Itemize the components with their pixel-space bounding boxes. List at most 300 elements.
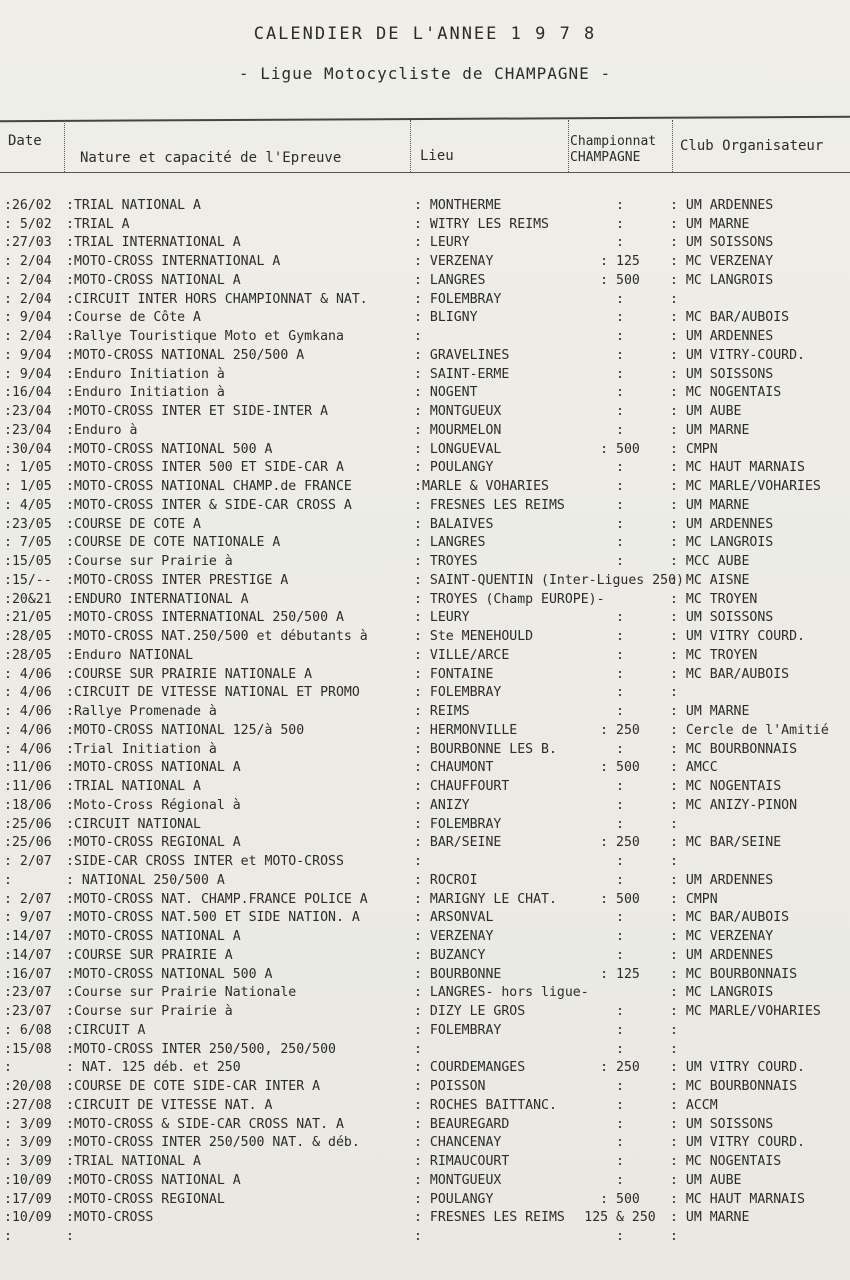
- row-championnat: : 250: [600, 722, 640, 738]
- row-club: : UM ARDENNES: [670, 947, 774, 963]
- row-club: : UM SOISSONS: [670, 1116, 774, 1132]
- header-bottom-rule: [0, 172, 850, 173]
- row-lieu: : HERMONVILLE: [414, 722, 518, 738]
- row-date: :20&21: [4, 591, 52, 607]
- row-epreuve: :MOTO-CROSS INTER ET SIDE-INTER A: [66, 404, 329, 419]
- row-epreuve: :MOTO-CROSS NATIONAL 500 A: [66, 441, 273, 457]
- row-club: :: [670, 291, 678, 307]
- row-epreuve: :MOTO-CROSS NATIONAL 250/500 A: [66, 347, 305, 363]
- row-club: : MC AISNE: [670, 572, 750, 588]
- row-club: : MC LANGROIS: [670, 985, 774, 1001]
- row-epreuve: :MOTO-CROSS NATIONAL A: [66, 1172, 241, 1188]
- row-championnat: :: [616, 1097, 624, 1113]
- row-date: :28/05: [4, 629, 52, 644]
- row-date: :20/08: [4, 1079, 52, 1094]
- row-championnat: :: [616, 854, 624, 869]
- row-championnat: :: [616, 1022, 624, 1038]
- row-club: : MC NOGENTAIS: [670, 779, 782, 794]
- row-championnat: :: [616, 816, 624, 832]
- row-championnat: :: [616, 647, 624, 663]
- table-row: [0, 197, 850, 216]
- row-lieu: : FRESNES LES REIMS: [414, 497, 565, 513]
- row-championnat: :: [616, 366, 624, 382]
- row-epreuve: :COURSE SUR PRAIRIE A: [66, 947, 233, 963]
- row-lieu: : MONTGUEUX: [414, 404, 502, 419]
- row-championnat: : 500: [600, 272, 640, 288]
- table-row: [0, 1209, 850, 1228]
- row-epreuve: :TRIAL NATIONAL A: [66, 197, 201, 213]
- row-date: :23/07: [4, 1004, 52, 1019]
- row-club: :: [670, 1229, 678, 1244]
- table-row: [0, 722, 850, 741]
- row-championnat: :: [616, 610, 624, 626]
- table-row: [0, 1228, 850, 1247]
- row-lieu: :: [414, 1041, 422, 1057]
- row-lieu: :: [414, 1229, 422, 1244]
- row-date: :27/08: [4, 1097, 52, 1113]
- row-lieu: : FOLEMBRAY: [414, 816, 502, 832]
- row-club: : MC BAR/SEINE: [670, 835, 782, 851]
- row-lieu: : Ste MENEHOULD: [414, 629, 534, 644]
- row-lieu: : POULANGY: [414, 1191, 494, 1207]
- row-epreuve: :Enduro NATIONAL: [66, 647, 194, 663]
- row-date: : 3/09: [4, 1135, 52, 1151]
- row-lieu: :: [414, 854, 422, 869]
- table-row: [0, 384, 850, 403]
- row-club: :: [670, 1041, 678, 1057]
- table-row: [0, 216, 850, 235]
- row-club: : MC LANGROIS: [670, 272, 774, 288]
- row-club: : UM VITRY COURD.: [670, 1060, 805, 1076]
- row-date: :15/05: [4, 554, 52, 569]
- row-club: :: [670, 854, 678, 869]
- row-championnat: : 500: [600, 760, 640, 776]
- row-epreuve: :ENDURO INTERNATIONAL A: [66, 591, 249, 607]
- row-epreuve: :MOTO-CROSS NATIONAL 125/à 500: [66, 722, 305, 738]
- table-row: [0, 684, 850, 703]
- row-date: :23/04: [4, 422, 52, 438]
- row-epreuve: :MOTO-CROSS NAT. CHAMP.FRANCE POLICE A: [66, 891, 368, 907]
- table-row: [0, 909, 850, 928]
- row-date: :28/05: [4, 647, 52, 663]
- row-lieu: : WITRY LES REIMS: [414, 216, 549, 232]
- row-championnat: :: [616, 629, 624, 644]
- table-row: [0, 1153, 850, 1172]
- row-club: :: [670, 685, 678, 701]
- table-row: [0, 984, 850, 1003]
- row-epreuve: :MOTO-CROSS INTER 500 ET SIDE-CAR A: [66, 460, 344, 476]
- row-epreuve: :MOTO-CROSS INTERNATIONAL A: [66, 254, 281, 269]
- row-epreuve: :MOTO-CROSS INTER 250/500, 250/500: [66, 1041, 336, 1057]
- row-lieu: : NOGENT: [414, 385, 478, 401]
- row-championnat: :: [616, 347, 624, 363]
- row-championnat: : 500: [600, 891, 640, 907]
- row-club: : MC BOURBONNAIS: [670, 966, 798, 982]
- row-date: :16/07: [4, 966, 52, 982]
- row-lieu: : BALAIVES: [414, 516, 494, 532]
- row-club: : Cercle de l'Amitié: [670, 722, 829, 738]
- table-row: [0, 947, 850, 966]
- row-club: : MC VERZENAY: [670, 929, 774, 944]
- row-date: :: [4, 1229, 12, 1244]
- row-club: : UM SOISSONS: [670, 366, 774, 382]
- table-row: [0, 1172, 850, 1191]
- table-row: [0, 534, 850, 553]
- table-row: [0, 328, 850, 347]
- row-club: : UM ARDENNES: [670, 329, 774, 344]
- row-championnat: :: [616, 910, 624, 926]
- row-lieu: : BOURBONNE: [414, 966, 502, 982]
- row-date: :11/06: [4, 779, 52, 794]
- row-date: : 9/04: [4, 310, 52, 326]
- row-club: : MC BOURBONNAIS: [670, 741, 798, 757]
- header-divider: [64, 120, 65, 172]
- row-epreuve: :CIRCUIT INTER HORS CHAMPIONNAT & NAT.: [66, 291, 368, 307]
- row-championnat: :: [616, 1135, 624, 1151]
- row-epreuve: :Rallye Promenade à: [66, 704, 217, 719]
- row-championnat: :: [616, 497, 624, 513]
- row-club: : UM MARNE: [670, 704, 750, 719]
- table-row: [0, 1022, 850, 1041]
- row-championnat: :: [616, 329, 624, 344]
- header-date: Date: [8, 133, 42, 149]
- row-epreuve: :MOTO-CROSS NATIONAL 500 A: [66, 966, 273, 982]
- row-club: : MC BAR/AUBOIS: [670, 666, 790, 682]
- row-championnat: : 500: [600, 441, 640, 457]
- row-lieu: : BUZANCY: [414, 947, 486, 963]
- table-row: [0, 1059, 850, 1078]
- row-date: : 4/06: [4, 741, 52, 757]
- table-row: [0, 966, 850, 985]
- row-date: :10/09: [4, 1172, 52, 1188]
- row-club: :: [670, 816, 678, 832]
- table-row: [0, 591, 850, 610]
- row-date: :15/08: [4, 1041, 52, 1057]
- row-lieu: : REIMS: [414, 704, 470, 719]
- row-lieu: : VERZENAY: [414, 254, 494, 269]
- row-date: : 7/05: [4, 535, 52, 551]
- row-epreuve: : NAT. 125 déb. et 250: [66, 1060, 241, 1076]
- row-lieu: : GRAVELINES: [414, 347, 510, 363]
- row-club: : MC ANIZY-PINON: [670, 797, 798, 813]
- row-date: :23/05: [4, 516, 52, 532]
- table-row: [0, 309, 850, 328]
- row-epreuve: :COURSE DE COTE NATIONALE A: [66, 535, 281, 551]
- table-row: [0, 853, 850, 872]
- table-row: [0, 609, 850, 628]
- row-date: : 2/04: [4, 272, 52, 288]
- row-club: :: [670, 1022, 678, 1038]
- row-club: : AMCC: [670, 760, 718, 776]
- row-championnat: :: [616, 1116, 624, 1132]
- row-date: : 9/04: [4, 366, 52, 382]
- row-lieu: : LANGRES- hors ligue-: [414, 985, 589, 1001]
- row-date: : 4/06: [4, 666, 52, 682]
- row-lieu: : VERZENAY: [414, 929, 494, 944]
- row-club: : CMPN: [670, 441, 718, 457]
- row-championnat: :: [616, 235, 624, 251]
- row-epreuve: :MOTO-CROSS NATIONAL CHAMP.de FRANCE: [66, 479, 352, 494]
- header-divider: [410, 120, 411, 172]
- row-date: : 1/05: [4, 460, 52, 476]
- row-championnat: :: [616, 535, 624, 551]
- row-club: : ACCM: [670, 1097, 718, 1113]
- row-championnat: 125 & 250: [584, 1210, 656, 1226]
- row-epreuve: :CIRCUIT NATIONAL: [66, 816, 201, 832]
- row-epreuve: :Rallye Touristique Moto et Gymkana: [66, 329, 344, 344]
- row-championnat: :: [616, 216, 624, 232]
- table-row: [0, 178, 850, 197]
- row-date: :: [4, 872, 12, 888]
- row-championnat: :: [616, 666, 624, 682]
- row-club: : UM AUBE: [670, 404, 742, 419]
- row-club: : UM VITRY-COURD.: [670, 347, 805, 363]
- row-club: : UM MARNE: [670, 216, 750, 232]
- table-row: [0, 553, 850, 572]
- table-row: [0, 347, 850, 366]
- row-date: : 2/07: [4, 854, 52, 869]
- table-row: [0, 816, 850, 835]
- row-date: : 2/07: [4, 891, 52, 907]
- row-lieu: : CHANCENAY: [414, 1135, 502, 1151]
- row-championnat: : 500: [600, 1191, 640, 1207]
- header-divider: [568, 120, 569, 172]
- row-epreuve: :MOTO-CROSS INTER & SIDE-CAR CROSS A: [66, 497, 352, 513]
- row-lieu: : MARIGNY LE CHAT.: [414, 891, 557, 907]
- row-championnat: :: [616, 797, 624, 813]
- document-subtitle: - Ligue Motocycliste de CHAMPAGNE -: [238, 64, 612, 83]
- row-lieu: : ROCROI: [414, 872, 478, 888]
- row-lieu: : LANGRES: [414, 535, 486, 551]
- table-row: [0, 759, 850, 778]
- table-row: [0, 572, 850, 591]
- row-lieu: : POISSON: [414, 1079, 486, 1094]
- row-club: : MC HAUT MARNAIS: [670, 460, 805, 476]
- row-championnat: :: [616, 1004, 624, 1019]
- row-epreuve: :COURSE SUR PRAIRIE NATIONALE A: [66, 666, 313, 682]
- row-epreuve: :MOTO-CROSS NAT.250/500 et débutants à: [66, 629, 368, 644]
- row-epreuve: :Moto-Cross Régional à: [66, 797, 241, 813]
- row-date: :23/04: [4, 404, 52, 419]
- row-club: : MC TROYEN: [670, 591, 758, 607]
- row-championnat: :: [616, 385, 624, 401]
- row-date: :10/09: [4, 1210, 52, 1226]
- row-club: : MC NOGENTAIS: [670, 1154, 782, 1169]
- row-championnat: :: [616, 779, 624, 794]
- row-lieu: : FOLEMBRAY: [414, 1022, 502, 1038]
- row-epreuve: :TRIAL NATIONAL A: [66, 1154, 201, 1169]
- table-row: [0, 1003, 850, 1022]
- row-championnat: :: [616, 1229, 624, 1244]
- table-row: [0, 272, 850, 291]
- row-club: : MC LANGROIS: [670, 535, 774, 551]
- row-lieu: : VILLE/ARCE: [414, 647, 510, 663]
- row-lieu: : ROCHES BAITTANC.: [414, 1097, 557, 1113]
- row-championnat: :: [616, 704, 624, 719]
- row-date: : 4/05: [4, 497, 52, 513]
- row-lieu: :MARLE & VOHARIES: [414, 479, 549, 494]
- table-row: [0, 1078, 850, 1097]
- row-championnat: : 125: [600, 254, 640, 269]
- table-row: [0, 403, 850, 422]
- row-lieu: : BOURBONNE LES B.: [414, 741, 557, 757]
- row-date: : 4/06: [4, 685, 52, 701]
- row-lieu: : CHAUMONT: [414, 760, 494, 776]
- row-club: : UM ARDENNES: [670, 872, 774, 888]
- row-epreuve: :MOTO-CROSS: [66, 1210, 154, 1226]
- row-lieu: : FOLEMBRAY: [414, 291, 502, 307]
- row-date: :27/03: [4, 235, 52, 251]
- row-epreuve: :Course sur Prairie à: [66, 554, 233, 569]
- row-epreuve: :CIRCUIT DE VITESSE NATIONAL ET PROMO: [66, 685, 360, 701]
- row-club: : UM VITRY COURD.: [670, 1135, 805, 1151]
- row-epreuve: :Enduro à: [66, 422, 138, 438]
- row-championnat: :: [616, 516, 624, 532]
- row-date: : 4/06: [4, 722, 52, 738]
- table-row: [0, 459, 850, 478]
- table-row: [0, 797, 850, 816]
- row-date: : 9/04: [4, 347, 52, 363]
- row-date: : 1/05: [4, 479, 52, 494]
- row-date: :26/02: [4, 197, 52, 213]
- row-epreuve: :Course de Côte A: [66, 310, 201, 326]
- row-date: : 4/06: [4, 704, 52, 719]
- row-date: : 2/04: [4, 329, 52, 344]
- row-lieu: : SAINT-QUENTIN (Inter-Ligues 250): [414, 572, 684, 588]
- row-championnat: :: [616, 1079, 624, 1094]
- table-row: [0, 872, 850, 891]
- row-epreuve: :MOTO-CROSS REGIONAL A: [66, 835, 241, 851]
- row-lieu: : DIZY LE GROS: [414, 1004, 526, 1019]
- row-championnat: : 250: [600, 835, 640, 851]
- table-row: [0, 647, 850, 666]
- row-date: :11/06: [4, 760, 52, 776]
- row-epreuve: :MOTO-CROSS NATIONAL A: [66, 272, 241, 288]
- row-lieu: : COURDEMANGES: [414, 1060, 526, 1076]
- row-lieu: : CHAUFFOURT: [414, 779, 510, 794]
- table-row: [0, 1191, 850, 1210]
- header-top-rule: [0, 116, 850, 122]
- row-club: : UM MARNE: [670, 497, 750, 513]
- row-lieu: :: [414, 329, 422, 344]
- row-lieu: : MONTGUEUX: [414, 1172, 502, 1188]
- row-championnat: :: [616, 291, 624, 307]
- table-row: [0, 497, 850, 516]
- table-row: [0, 366, 850, 385]
- row-lieu: : FRESNES LES REIMS: [414, 1210, 565, 1226]
- table-row: [0, 478, 850, 497]
- row-championnat: :: [616, 1172, 624, 1188]
- row-date: : 2/04: [4, 254, 52, 269]
- row-lieu: : BLIGNY: [414, 310, 478, 326]
- row-club: : UM VITRY COURD.: [670, 629, 805, 644]
- table-row: [0, 441, 850, 460]
- row-championnat: :: [616, 404, 624, 419]
- row-championnat: :: [616, 872, 624, 888]
- table-row: [0, 628, 850, 647]
- row-epreuve: :Trial Initiation à: [66, 741, 217, 757]
- row-lieu: : LONGUEVAL: [414, 441, 502, 457]
- row-epreuve: :Course sur Prairie à: [66, 1004, 233, 1019]
- row-lieu: : POULANGY: [414, 460, 494, 476]
- table-row: [0, 703, 850, 722]
- row-date: :16/04: [4, 385, 52, 401]
- calendar-table: [0, 178, 850, 1247]
- row-club: : MC NOGENTAIS: [670, 385, 782, 401]
- row-epreuve: :TRIAL NATIONAL A: [66, 779, 201, 794]
- row-epreuve: :MOTO-CROSS & SIDE-CAR CROSS NAT. A: [66, 1116, 344, 1132]
- table-row: [0, 516, 850, 535]
- table-row: [0, 1041, 850, 1060]
- table-row: [0, 234, 850, 253]
- table-row: [0, 778, 850, 797]
- header-championnat: Championnat CHAMPAGNE: [570, 134, 657, 165]
- row-club: : MC BAR/AUBOIS: [670, 310, 790, 326]
- row-epreuve: :Enduro Initiation à: [66, 366, 225, 382]
- table-row: [0, 891, 850, 910]
- row-epreuve: :TRIAL INTERNATIONAL A: [66, 235, 241, 251]
- table-row: [0, 1134, 850, 1153]
- row-club: : MC MARLE/VOHARIES: [670, 1004, 821, 1019]
- row-date: : 5/02: [4, 216, 52, 232]
- row-lieu: : SAINT-ERME: [414, 366, 510, 382]
- row-championnat: :: [616, 1041, 624, 1057]
- row-date: :25/06: [4, 835, 52, 851]
- row-club: : UM MARNE: [670, 1210, 750, 1226]
- row-epreuve: :MOTO-CROSS NATIONAL A: [66, 760, 241, 776]
- row-date: :18/06: [4, 797, 52, 813]
- row-date: :14/07: [4, 947, 52, 963]
- row-epreuve: :MOTO-CROSS INTER 250/500 NAT. & déb.: [66, 1135, 360, 1151]
- row-epreuve: :Enduro Initiation à: [66, 385, 225, 401]
- row-epreuve: :Course sur Prairie Nationale: [66, 985, 297, 1001]
- row-lieu: : BEAUREGARD: [414, 1116, 510, 1132]
- table-row: [0, 291, 850, 310]
- row-club: : CMPN: [670, 891, 718, 907]
- row-epreuve: :CIRCUIT A: [66, 1022, 146, 1038]
- row-club: : UM SOISSONS: [670, 235, 774, 251]
- row-date: : 9/07: [4, 910, 52, 926]
- row-championnat: :: [616, 422, 624, 438]
- table-row: [0, 422, 850, 441]
- table-row: [0, 1097, 850, 1116]
- row-date: : 6/08: [4, 1022, 52, 1038]
- row-club: : UM AUBE: [670, 1172, 742, 1188]
- row-epreuve: :COURSE DE COTE SIDE-CAR INTER A: [66, 1079, 321, 1094]
- table-row: [0, 253, 850, 272]
- row-club: : UM ARDENNES: [670, 516, 774, 532]
- row-club: : MC MARLE/VOHARIES: [670, 479, 821, 494]
- row-date: : 2/04: [4, 291, 52, 307]
- row-epreuve: :: [66, 1229, 74, 1244]
- row-lieu: : TROYES (Champ EUROPE)-: [414, 591, 605, 607]
- row-championnat: :: [616, 310, 624, 326]
- row-epreuve: :MOTO-CROSS REGIONAL: [66, 1191, 225, 1207]
- row-lieu: : TROYES: [414, 554, 478, 569]
- row-date: : 3/09: [4, 1154, 52, 1169]
- row-championnat: : 250: [600, 1060, 640, 1076]
- row-epreuve: :SIDE-CAR CROSS INTER et MOTO-CROSS: [66, 854, 344, 869]
- table-row: [0, 666, 850, 685]
- row-date: :: [4, 1060, 12, 1076]
- row-date: :30/04: [4, 441, 52, 457]
- row-date: :23/07: [4, 985, 52, 1001]
- header-divider: [672, 120, 673, 172]
- row-championnat: :: [616, 554, 624, 569]
- row-club: : UM MARNE: [670, 422, 750, 438]
- row-championnat: :: [616, 197, 624, 213]
- row-lieu: : MONTHERME: [414, 197, 502, 213]
